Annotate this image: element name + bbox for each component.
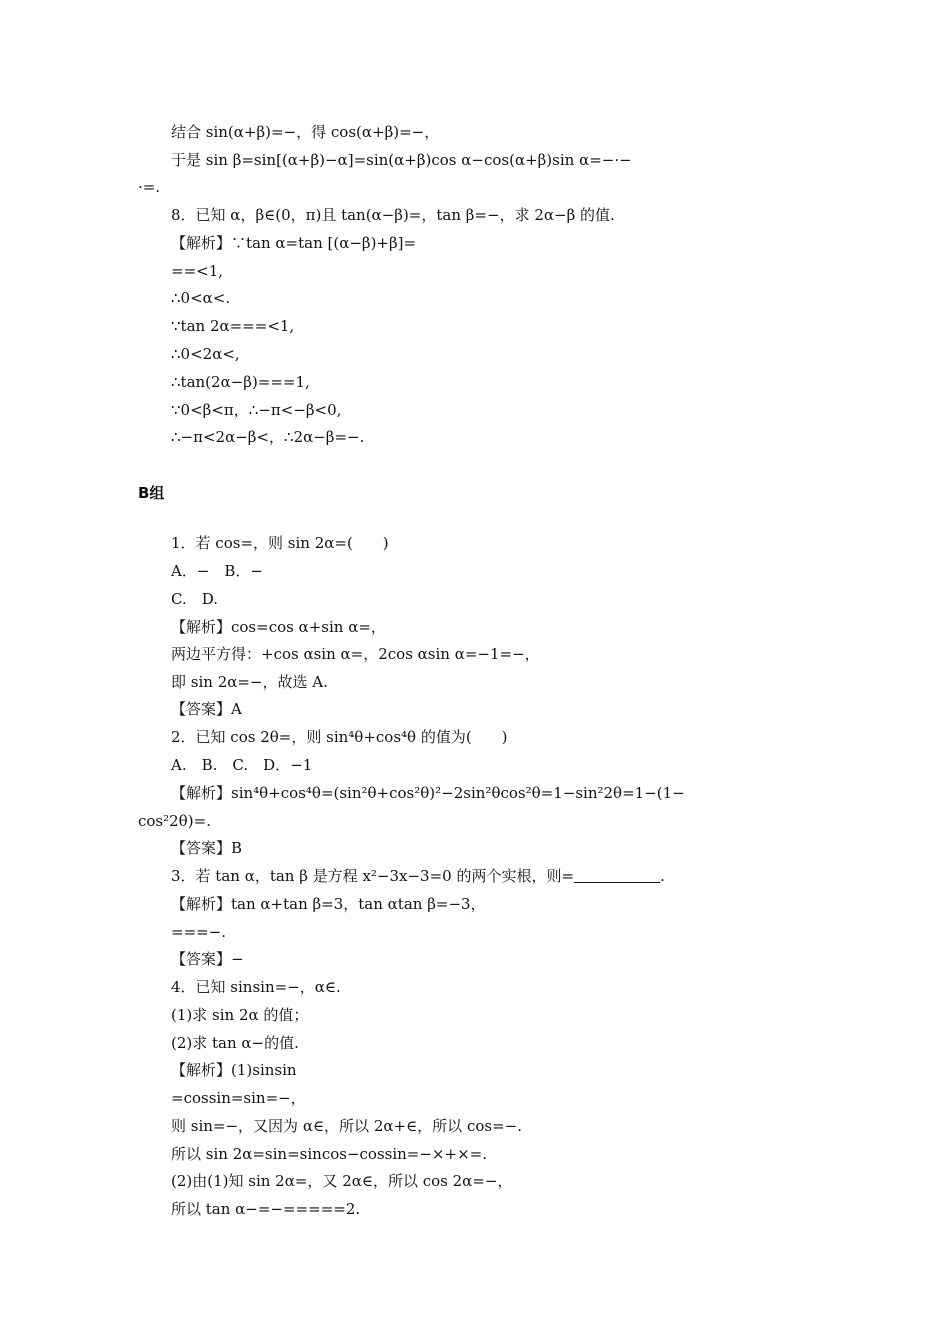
solution-line: ∴−π<2α−β<，∴2α−β=−.: [171, 428, 365, 446]
question-1: 1．若 cos=，则 sin 2α=( ): [171, 534, 389, 552]
solution-line: ∴0<α<.: [171, 289, 231, 307]
solution-line: ∵tan 2α===<1,: [171, 317, 295, 335]
question-options: A. B. C. D．−1: [171, 756, 313, 774]
solution-line: 【解析】cos=cos α+sin α=，: [171, 618, 386, 636]
question-2: 2．已知 cos 2θ=，则 sin⁴θ+cos⁴θ 的值为( ): [171, 728, 508, 746]
question-options: C. D.: [171, 590, 218, 608]
solution-line: ∴0<2α<,: [171, 345, 240, 363]
solution-line: 则 sin=−，又因为 α∈，所以 2α+∈，所以 cos=−.: [171, 1117, 522, 1135]
solution-line: 即 sin 2α=−，故选 A.: [171, 673, 328, 691]
solution-line: (2)由(1)知 sin 2α=，又 2α∈，所以 cos 2α=−，: [171, 1172, 513, 1190]
solution-line: 【解析】tan α+tan β=3，tan αtan β=−3，: [171, 895, 486, 913]
answer-line: 【答案】A: [171, 700, 242, 718]
solution-line: 【解析】sin⁴θ+cos⁴θ=(sin²θ+cos²θ)²−2sin²θcos²θ=1−sin²2θ=1−(1−: [171, 784, 685, 802]
answer-line: 【答案】−: [171, 950, 244, 968]
question-options: A．− B．−: [171, 562, 263, 580]
solution-line: ===−.: [171, 923, 227, 941]
solution-line: 【解析】∵tan α=tan [(α−β)+β]=: [171, 234, 417, 252]
answer-line: 【答案】B: [171, 839, 243, 857]
question-text: 3．若 tan α，tan β 是方程 x²−3x−3=0 的两个实根，则=: [171, 867, 575, 885]
solution-line: 所以 tan α−=−=====2.: [171, 1200, 361, 1218]
solution-line: 【解析】(1)sinsin: [171, 1061, 297, 1079]
question-4: 4．已知 sinsin=−，α∈.: [171, 978, 341, 996]
question-text: .: [660, 867, 665, 885]
question-part: (1)求 sin 2α 的值；: [171, 1006, 309, 1024]
solution-line: cos²2θ)=.: [138, 812, 211, 830]
solution-line: ∴tan(2α−β)===1,: [171, 373, 310, 391]
question-3: [171, 866, 665, 886]
solution-line: ∵0<β<π，∴−π<−β<0,: [171, 401, 342, 419]
question-8: 8．已知 α，β∈(0，π)且 tan(α−β)=，tan β=−，求 2α−β 的值.: [171, 206, 615, 224]
solution-line: =cossin=sin=−，: [171, 1089, 306, 1107]
text-line: ·=.: [138, 178, 161, 196]
solution-line: 两边平方得：+cos αsin α=，2cos αsin α=−1=−，: [171, 645, 540, 663]
question-part: (2)求 tan α−的值.: [171, 1034, 299, 1052]
text-line: 于是 sin β=sin[(α+β)−α]=sin(α+β)cos α−cos(α+β)sin α=−·−: [171, 151, 632, 169]
solution-line: ==<1,: [171, 262, 224, 280]
answer-blank[interactable]: [574, 868, 660, 883]
solution-line: 所以 sin 2α=sin=sincos−cossin=−×+×=.: [171, 1145, 487, 1163]
text-line: 结合 sin(α+β)=−，得 cos(α+β)=−，: [171, 123, 440, 141]
section-heading: B组: [138, 484, 165, 502]
